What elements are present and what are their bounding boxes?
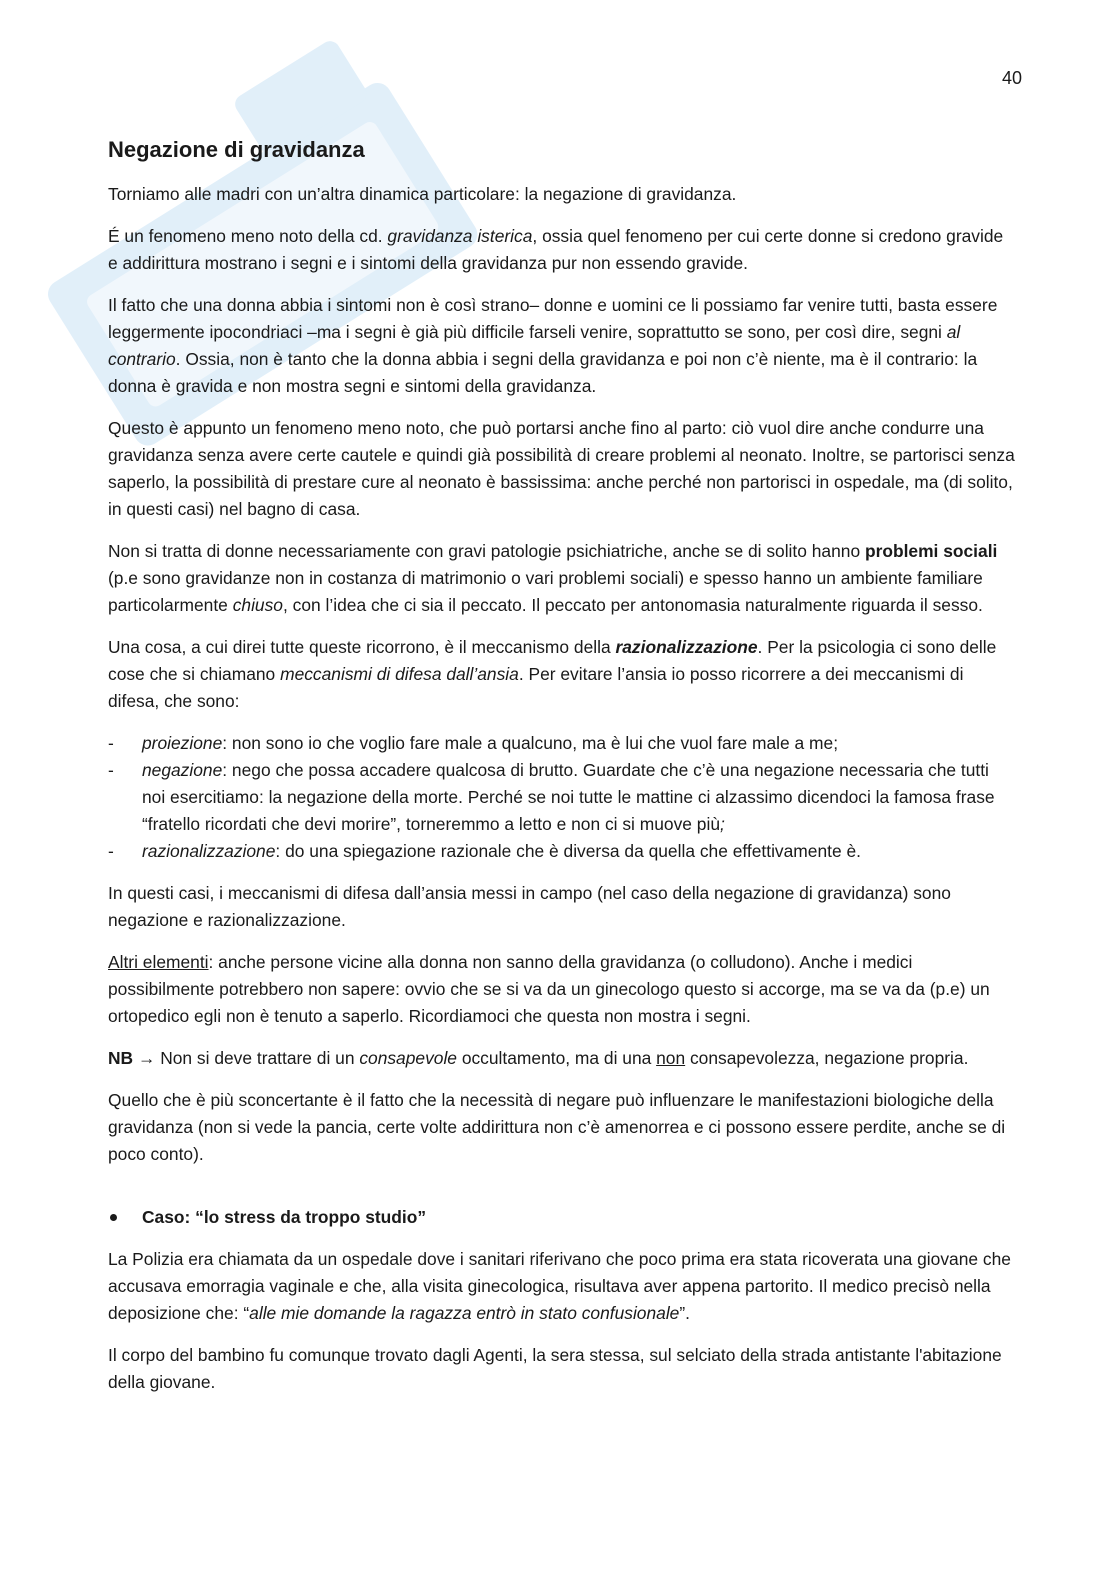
paragraph-rationalization: Una cosa, a cui direi tutte queste ricorrono, è il meccanismo della razionalizzazione. Per la psicologia ci sono delle cose che si chiamano meccanismi di difesa dall’ansia. Per evitare l’ansia io posso ricorrere a dei meccanismi di difesa, che sono: xyxy=(108,637,997,711)
paragraph-nb: NB → Non si deve trattare di un consapevole occultamento, ma di una non consapevolezza, negazione propria. xyxy=(108,1048,969,1068)
paragraph-other-elements: Altri elementi: anche persone vicine alla donna non sanno della gravidanza (o colludono). Anche i medici possibilmente potrebbero non sapere: ovvio che se si va da un ginecologo questo si accorge, ma se va da (p.e) un ortopedico egli non è tenuto a saperlo. Ricordiamoci che questa non mostra i segni. xyxy=(108,952,990,1026)
case-heading: Caso: “lo stress da troppo studio” xyxy=(108,1204,1016,1231)
paragraph-case-police: La Polizia era chiamata da un ospedale dove i sanitari riferivano che poco prima era stata ricoverata una giovane che accusava emorragia vaginale e che, alla visita ginecologica, risultava aver appena partorito. Il medico precisò nella deposizione che: “alle mie domande la ragazza entrò in stato confusionale”. xyxy=(108,1249,1011,1323)
paragraph-birth: Questo è appunto un fenomeno meno noto, che può portarsi anche fino al parto: ciò vuol dire anche condurre una gravidanza senza avere certe cautele e quindi già possibilità di creare problemi al neonato. Inoltre, se partorisci senza saperlo, la possibilità di prestare cure al neonato è bassissima: anche perché non partorisci in ospedale, ma (di solito, in questi casi) nel bagno di casa. xyxy=(108,418,1015,519)
defense-mechanisms-list xyxy=(108,730,1016,865)
section-title: Negazione di gravidanza xyxy=(108,137,365,162)
bullet-icon xyxy=(110,1214,117,1221)
list-item: - razionalizzazione: do una spiegazione razionale che è diversa da quella che effettivamente è. xyxy=(108,841,861,861)
paragraph-social-problems: Non si tratta di donne necessariamente con gravi patologie psichiatriche, anche se di solito hanno problemi sociali (p.e sono gravidanze non in costanza di matrimonio o vari problemi sociali) e spesso hanno un ambiente familiare particolarmente chiuso, con l’idea che ci sia il peccato. Il peccato per antonomasia naturalmente riguarda il sesso. xyxy=(108,541,998,615)
paragraph-biological: Quello che è più sconcertante è il fatto che la necessità di negare può influenzare le manifestazioni biologiche della gravidanza (non si vede la pancia, certe volte addirittura non c’è amenorrea e ci possono essere perdite, anche se di poco conto). xyxy=(108,1090,1006,1164)
page-number: 40 xyxy=(1001,68,1022,88)
paragraph-hysterical-pregnancy: É un fenomeno meno noto della cd. gravidanza isterica, ossia quel fenomeno per cui certe donne si credono gravide e addirittura mostrano i segni e i sintomi della gravidanza pur non essendo gravide. xyxy=(108,226,1004,273)
list-item: - negazione: nego che possa accadere qualcosa di brutto. Guardate che c’è una negazione necessaria che tutti noi esercitiamo: la negazione della morte. Perché se noi tutte le mattine ci alzassimo dicendoci la famosa frase “fratello ricordati che devi morire”, torneremmo a letto e non ci si muove più; xyxy=(108,760,995,834)
paragraph-intro: Torniamo alle madri con un’altra dinamica particolare: la negazione di gravidanza. xyxy=(108,184,737,204)
paragraph-case-body: Il corpo del bambino fu comunque trovato dagli Agenti, la sera stessa, sul selciato della strada antistante l'abitazione della giovane. xyxy=(108,1345,1002,1392)
paragraph-mechanisms-summary: In questi casi, i meccanismi di difesa dall’ansia messi in campo (nel caso della negazione di gravidanza) sono negazione e razionalizzazione. xyxy=(108,883,951,930)
list-item: - proiezione: non sono io che voglio fare male a qualcuno, ma è lui che vuol fare male a me; xyxy=(108,733,839,753)
arrow-right-icon: → xyxy=(137,1048,156,1068)
document-body xyxy=(108,134,1016,1411)
paragraph-symptoms: Il fatto che una donna abbia i sintomi non è così strano– donne e uomini ce li possiamo far venire tutti, basta essere leggermente ipocondriaci –ma i segni è già più difficile farseli venire, soprattutto se sono, per così dire, segni al contrario. Ossia, non è tanto che la donna abbia i segni della gravidanza e poi non c’è niente, ma è il contrario: la donna è gravida e non mostra segni e sintomi della gravidanza. xyxy=(108,295,998,396)
